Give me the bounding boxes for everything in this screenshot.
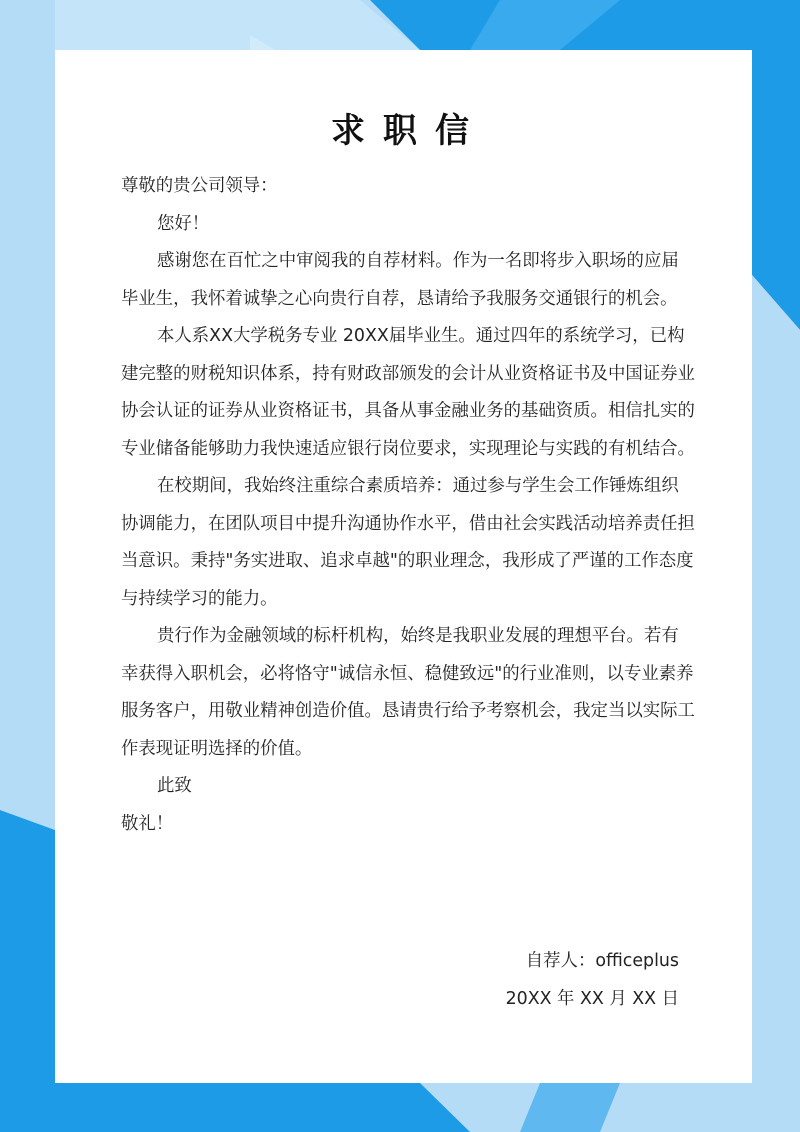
date: 20XX 年 XX 月 XX 日 <box>505 988 679 1009</box>
top-light-wedge <box>0 0 420 50</box>
closing-jing-li: 敬礼！ <box>121 813 174 834</box>
paragraph-education: 本人系XX大学税务专业 20XX届毕业生。通过四年的系统学习，已构建完整的财税知识体系，持有财政部颁发的会计从业资格证书及中国证券业协会认证的证券从业资格证书，具备从事金融业务的基础资质。相信扎实的专业储备能够助力我快速适应银行岗位要求，实现理论与实践的有机结合。 <box>121 326 695 459</box>
right-dark-band <box>752 0 800 330</box>
closing-ci-zhi: 此致 <box>157 776 192 796</box>
signature-block <box>506 943 679 1018</box>
letter-title: 求职信 <box>331 111 487 151</box>
greeting: 尊敬的贵公司领导： <box>121 176 278 196</box>
paragraph-thanks: 感谢您在百忙之中审阅我的自荐材料。作为一名即将步入职场的应届毕业生，我怀着诚挚之心向贵行自荐，恳请给予我服务交通银行的机会。 <box>121 251 679 309</box>
right-light-band <box>752 275 800 1132</box>
hello: 您好！ <box>157 213 210 234</box>
paragraph-aspiration: 贵行作为金融领域的标杆机构，始终是我职业发展的理想平台。若有幸获得入职机会，必将恪守"诚信永恒、稳健致远"的行业准则，以专业素养服务客户，用敬业精神创造价值。恳请贵行给予考察机会，我定当以实际工作表现证明选择的价值。 <box>121 626 695 759</box>
paragraph-campus: 在校期间，我始终注重综合素质培养：通过参与学生会工作锤炼组织协调能力，在团队项目中提升沟通协作水平，借由社会实践活动培养责任担当意识。秉持"务实进取、追求卓越"的职业理念，我形成了严谨的工作态度与持续学习的能力。 <box>121 476 695 609</box>
letter-body <box>121 168 696 843</box>
signature: 自荐人：officeplus <box>525 951 679 971</box>
